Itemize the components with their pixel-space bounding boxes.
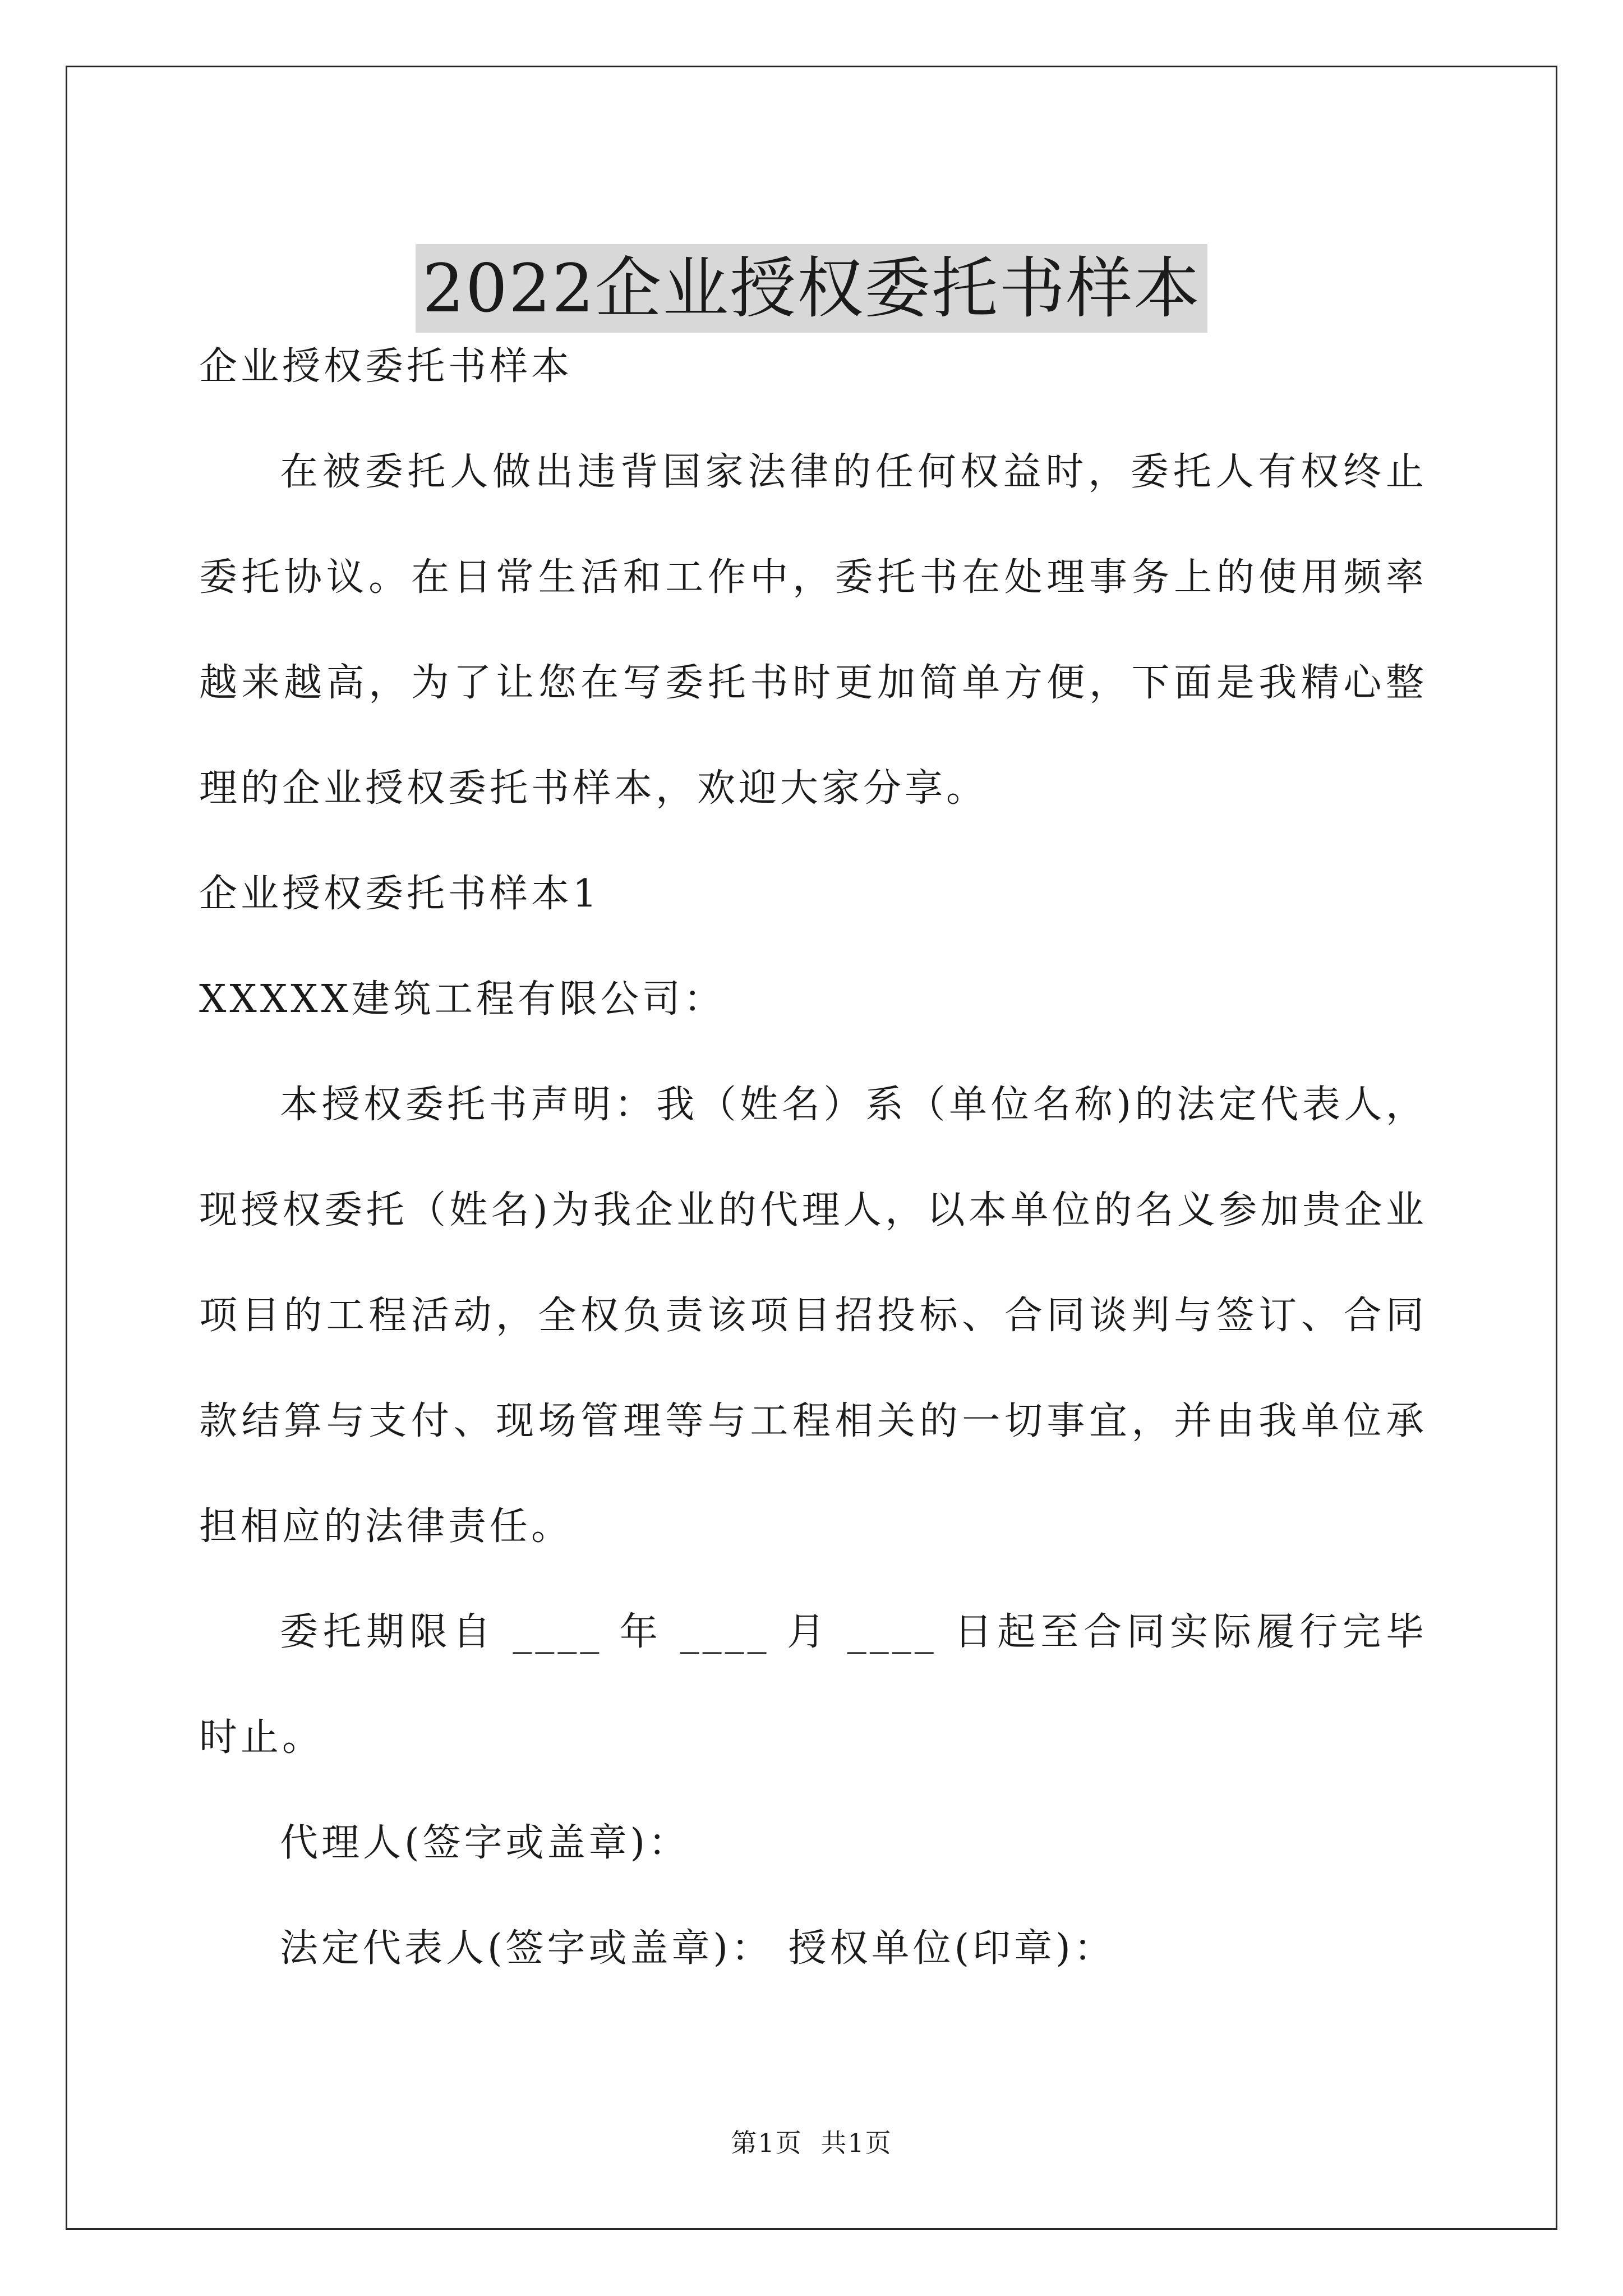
- paragraph-term: 委托期限自 ____ 年 ____ 月 ____ 日起至合同实际履行完毕时止。: [199, 1610, 1427, 1760]
- page-footer: [0, 2126, 1623, 2160]
- page-total: 共1页: [820, 2128, 892, 2158]
- document-title: 2022企业授权委托书样本: [416, 244, 1207, 333]
- paragraph-declaration: 本授权委托书声明：我（姓名）系（单位名称)的法定代表人，现授权委托（姓名)为我企业的代理人，以本单位的名义参加贵企业项目的工程活动，全权负责该项目招投标、合同谈判与签订、合同款结算与支付、现场管理等与工程相关的一切事宜，并由我单位承担相应的法律责任。: [199, 1083, 1428, 1549]
- page-number: 第1页: [731, 2128, 803, 2158]
- paragraph-agent-signature: 代理人(签字或盖章)：: [280, 1821, 690, 1865]
- paragraph-sample-heading: 企业授权委托书样本1: [199, 872, 601, 916]
- paragraph-intro: 在被委托人做出违背国家法律的任何权益时，委托人有权终止委托协议。在日常生活和工作中，委托书在处理事务上的使用频率越来越高，为了让您在写委托书时更加简单方便，下面是我精心整理的企业授权委托书样本，欢迎大家分享。: [199, 450, 1427, 811]
- paragraph-subtitle: 企业授权委托书样本: [199, 344, 573, 389]
- paragraph-addressee: XXXXX建筑工程有限公司：: [199, 977, 726, 1022]
- paragraph-representative-signature: 法定代表人(签字或盖章)： 授权单位(印章)：: [280, 1926, 1115, 1971]
- document-body: [199, 314, 1427, 2001]
